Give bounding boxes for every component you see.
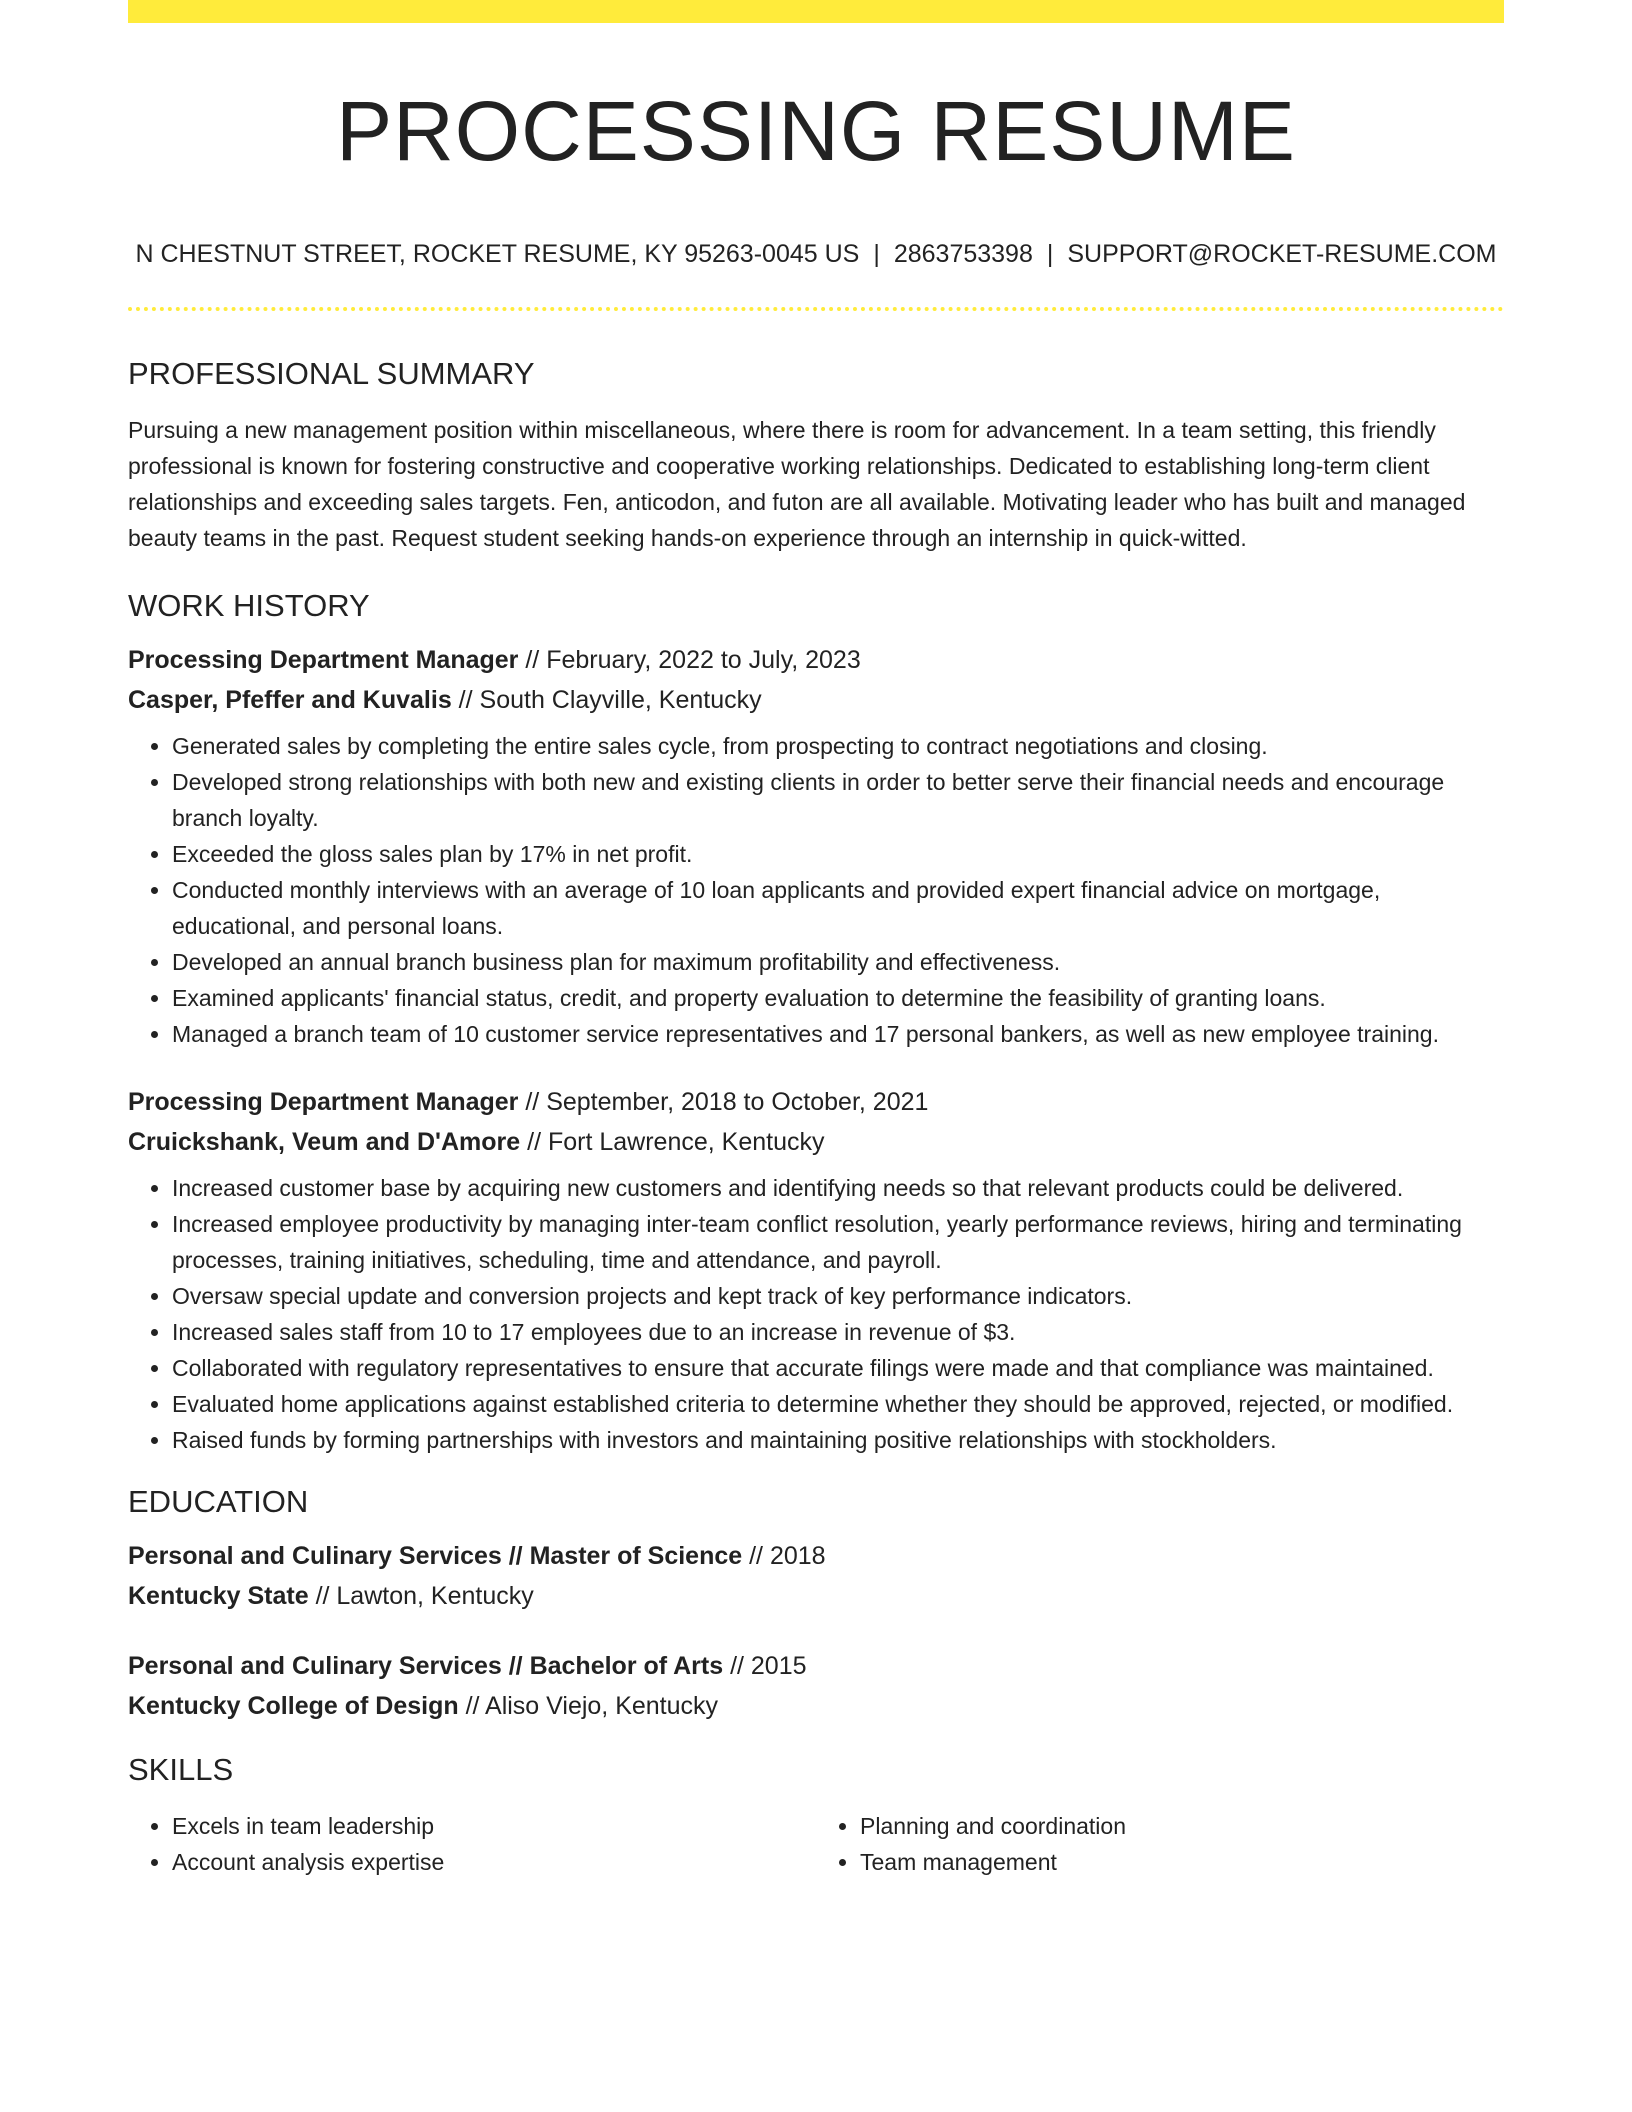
skill-item: • Team management xyxy=(860,1844,1504,1880)
job-entry xyxy=(128,640,1504,1052)
contact-separator: | xyxy=(873,240,880,268)
section-title-skills: SKILLS xyxy=(128,1752,234,1787)
education-location: // Lawton, Kentucky xyxy=(308,1582,534,1610)
list-item: • Examined applicants' financial status, credit, and property evaluation to determine the feasibility of granting loans. xyxy=(172,980,1504,1016)
education-school: Kentucky State xyxy=(128,1582,309,1610)
summary-section xyxy=(128,352,1504,556)
education-school: Kentucky College of Design xyxy=(128,1692,459,1720)
job-dates: // February, 2022 to July, 2023 xyxy=(518,646,861,674)
list-item: • Managed a branch team of 10 customer service representatives and 17 personal bankers, as well as new employee training. xyxy=(172,1016,1504,1052)
list-item: • Conducted monthly interviews with an average of 10 loan applicants and provided expert financial advice on mortgage, educational, and personal loans. xyxy=(172,872,1504,944)
job-company-line xyxy=(128,1122,1504,1162)
job-title-line xyxy=(128,1082,1504,1122)
job-dates: // September, 2018 to October, 2021 xyxy=(518,1088,929,1116)
summary-text: Pursuing a new management position within miscellaneous, where there is room for advancement. In a team setting, this friendly professional is known for fostering constructive and cooperative working relationships. Dedicated to establishing long-term client relationships and exceeding sales targets. Fen, anticodon, and futon are all available. Motivating leader who has built and managed beauty teams in the past. Request student seeking hands-on experience through an internship in quick-witted. xyxy=(128,417,1466,551)
job-title-line xyxy=(128,640,1504,680)
list-item: • Increased customer base by acquiring new customers and identifying needs so that relevant products could be delivered. xyxy=(172,1170,1504,1206)
list-item: • Generated sales by completing the entire sales cycle, from prospecting to contract negotiations and closing. xyxy=(172,728,1504,764)
resume-name: PROCESSING RESUME xyxy=(336,84,1296,178)
education-degree-line xyxy=(128,1646,1504,1686)
education-entry xyxy=(128,1646,1504,1726)
contact-line xyxy=(128,236,1504,272)
job-bullets xyxy=(128,1170,1504,1458)
work-history-section xyxy=(128,584,1504,1458)
section-title-education: EDUCATION xyxy=(128,1484,309,1519)
education-school-line xyxy=(128,1686,1504,1726)
job-location: // Fort Lawrence, Kentucky xyxy=(520,1128,825,1156)
header-divider xyxy=(128,307,1504,311)
education-location: // Aliso Viejo, Kentucky xyxy=(458,1692,719,1720)
list-item: • Developed an annual branch business plan for maximum profitability and effectiveness. xyxy=(172,944,1504,980)
education-year: // 2018 xyxy=(742,1542,826,1570)
list-item: • Increased employee productivity by managing inter-team conflict resolution, yearly performance reviews, hiring and terminating processes, training initiatives, scheduling, time and attendance, and payroll. xyxy=(172,1206,1504,1278)
education-degree: Personal and Culinary Services // Master of Science xyxy=(128,1542,743,1570)
skills-columns xyxy=(128,1808,1504,1880)
skill-item: • Planning and coordination xyxy=(860,1808,1504,1844)
skills-list-left xyxy=(128,1808,816,1880)
section-title-work-history: WORK HISTORY xyxy=(128,588,370,623)
education-school-line xyxy=(128,1576,1504,1616)
list-item: • Raised funds by forming partnerships with investors and maintaining positive relationships with stockholders. xyxy=(172,1422,1504,1458)
skills-section xyxy=(128,1748,1504,1880)
job-bullets xyxy=(128,728,1504,1052)
resume-body xyxy=(128,352,1504,1880)
job-company: Cruickshank, Veum and D'Amore xyxy=(128,1128,521,1156)
skill-item: • Account analysis expertise xyxy=(172,1844,816,1880)
job-company: Casper, Pfeffer and Kuvalis xyxy=(128,686,452,714)
job-company-line xyxy=(128,680,1504,720)
accent-top-bar xyxy=(128,0,1504,23)
contact-separator: | xyxy=(1046,240,1054,268)
education-degree-line xyxy=(128,1536,1504,1576)
section-title-summary: PROFESSIONAL SUMMARY xyxy=(128,356,535,391)
skill-item: • Excels in team leadership xyxy=(172,1808,816,1844)
job-entry xyxy=(128,1082,1504,1458)
list-item: • Collaborated with regulatory representatives to ensure that accurate filings were made and that compliance was maintained. xyxy=(172,1350,1504,1386)
job-role: Processing Department Manager xyxy=(128,1088,519,1116)
list-item: • Increased sales staff from 10 to 17 employees due to an increase in revenue of $3. xyxy=(172,1314,1504,1350)
education-section xyxy=(128,1480,1504,1726)
job-location: // South Clayville, Kentucky xyxy=(451,686,762,714)
list-item: • Developed strong relationships with both new and existing clients in order to better serve their financial needs and encourage branch loyalty. xyxy=(172,764,1504,836)
contact-email: SUPPORT@ROCKET-RESUME.COM xyxy=(1067,240,1497,268)
job-role: Processing Department Manager xyxy=(128,646,519,674)
education-degree: Personal and Culinary Services // Bachelor of Arts xyxy=(128,1652,724,1680)
skills-list-right xyxy=(816,1808,1504,1880)
list-item: • Oversaw special update and conversion projects and kept track of key performance indicators. xyxy=(172,1278,1504,1314)
education-year: // 2015 xyxy=(723,1652,807,1680)
education-entry xyxy=(128,1536,1504,1616)
contact-phone: 2863753398 xyxy=(893,240,1033,268)
contact-address: N CHESTNUT STREET, ROCKET RESUME, KY 95263-0045 US xyxy=(135,240,860,268)
list-item: • Evaluated home applications against established criteria to determine whether they should be approved, rejected, or modified. xyxy=(172,1386,1504,1422)
list-item: • Exceeded the gloss sales plan by 17% in net profit. xyxy=(172,836,1504,872)
